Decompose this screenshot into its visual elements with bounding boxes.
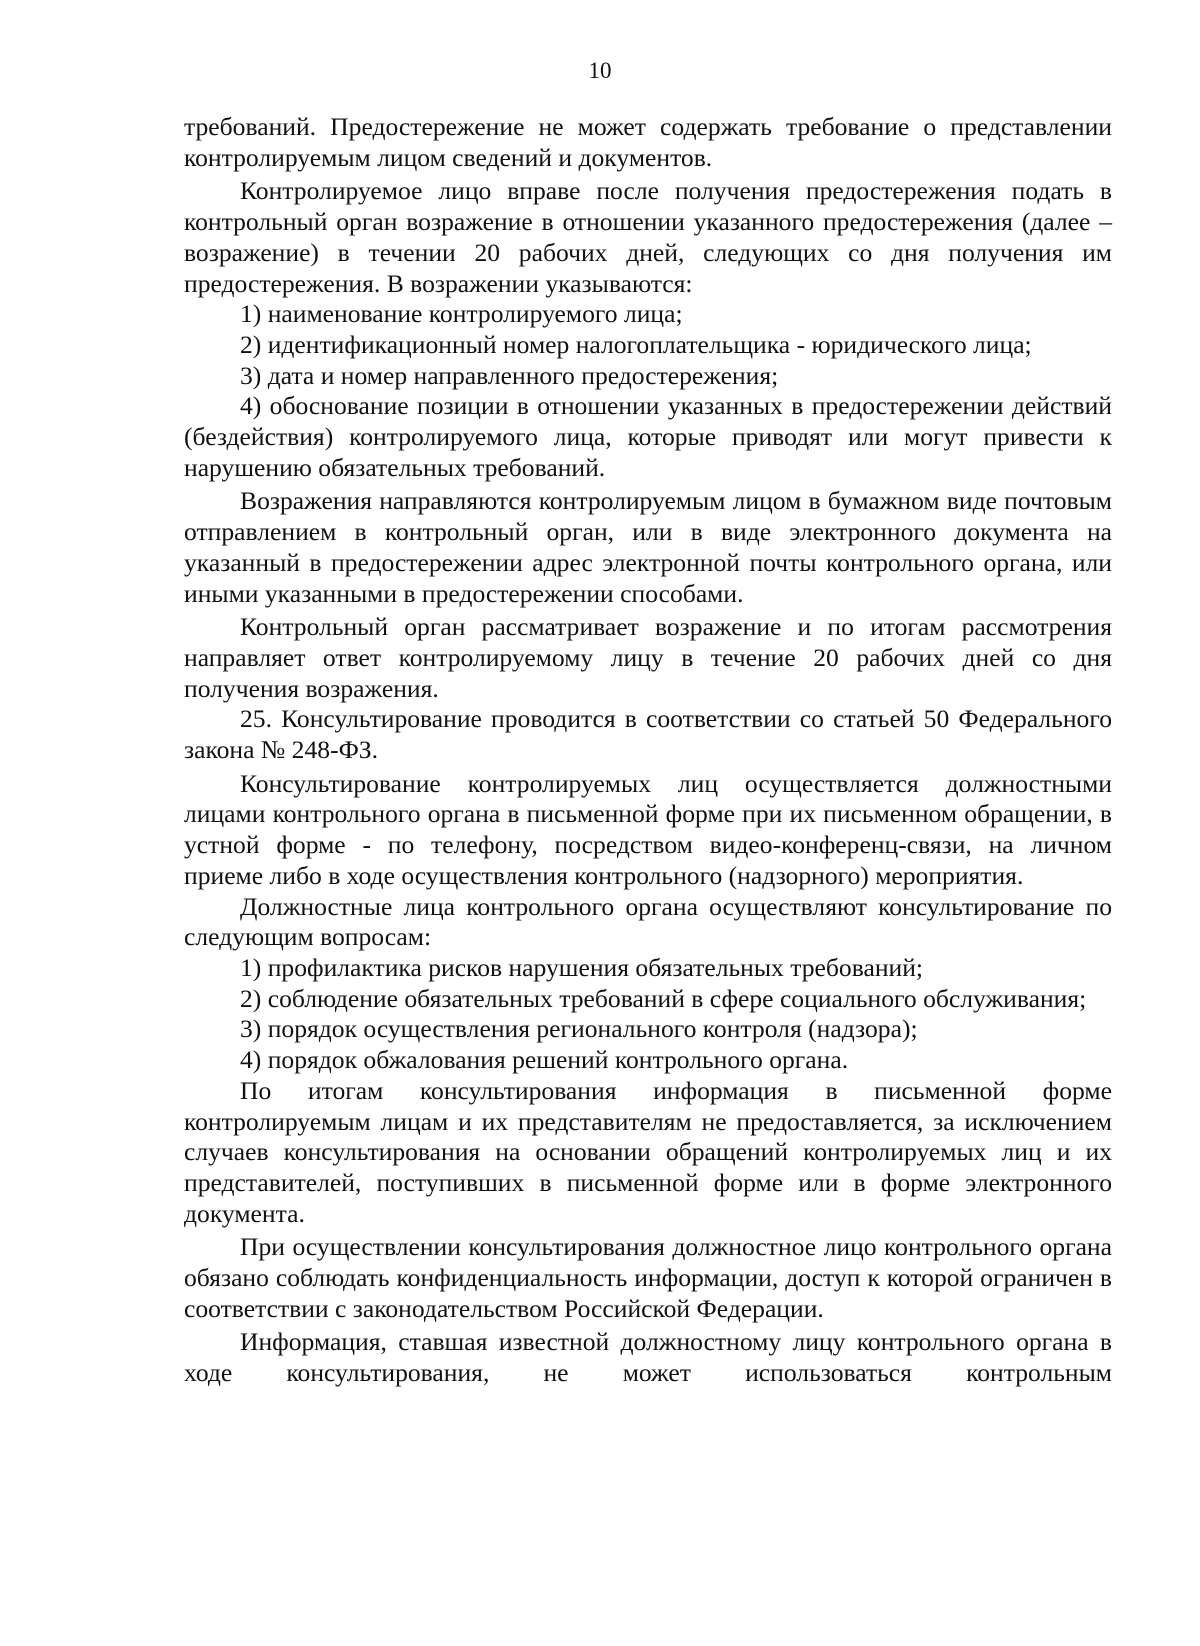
paragraph-continued: Информация, ставшая известной должностному лицу контрольного органа в ходе консультирования, не может использоваться контрольным (184, 1327, 1112, 1388)
paragraph: Контрольный орган рассматривает возражение и по итогам рассмотрения направляет ответ контролируемому лицу в течение 20 рабочих дней со дня получения возражения. (184, 612, 1112, 703)
list-item: 4) обоснование позиции в отношении указанных в предостережении действий (бездействия) контролируемого лица, которые приводят или могут привести к нарушению обязательных требований. (184, 391, 1112, 482)
paragraph: требований. Предостережение не может содержать требование о представлении контролируемым лицом сведений и документов. (184, 112, 1112, 172)
list-item: 2) идентификационный номер налогоплательщика - юридического лица; (240, 329, 1032, 359)
paragraph: 25. Консультирование проводится в соответствии со статьей 50 Федерального закона № 248-ФЗ. (184, 704, 1112, 765)
paragraph: Контролируемое лицо вправе после получения предостережения подать в контрольный орган возражение в отношении указанного предостережения (далее – возражение) в течении 20 рабочих дней, следующих со дня получения им предостережения. В возражении указываются: (184, 176, 1112, 298)
page-number: 10 (588, 58, 612, 83)
paragraph: Возражения направляются контролируемым лицом в бумажном виде почтовым отправлением в контрольный орган, или в виде электронного документа на указанный в предостережении адрес электронной почты контрольного органа, или иными указанными в предостережении способами. (184, 486, 1112, 608)
paragraph: По итогам консультирования информация в письменной форме контролируемым лицам и их представителям не предоставляется, за исключением случаев консультирования на основании обращений контролируемых лиц и их представителей, поступивших в письменной форме или в форме электронного документа. (184, 1075, 1112, 1228)
paragraph: При осуществлении консультирования должностное лицо контрольного органа обязано соблюдать конфиденциальность информации, доступ к которой ограничен в соответствии с законодательством Российской Федерации. (184, 1232, 1112, 1323)
list-item: 3) дата и номер направленного предостережения; (240, 360, 779, 390)
list-item: 1) наименование контролируемого лица; (240, 299, 683, 329)
document-body (184, 112, 1112, 1389)
list-item: 3) порядок осуществления регионального контроля (надзора); (240, 1014, 918, 1044)
list-item: 1) профилактика рисков нарушения обязательных требований; (240, 952, 924, 982)
paragraph: Консультирование контролируемых лиц осуществляется должностными лицами контрольного органа в письменной форме при их письменном обращении, в устной форме - по телефону, посредством видео-конференц-связи, на личном приеме либо в ходе осуществления контрольного (надзорного) мероприятия. (184, 768, 1112, 890)
list-item: 4) порядок обжалования решений контрольного органа. (240, 1045, 849, 1075)
list-item: 2) соблюдение обязательных требований в сфере социального обслуживания; (240, 983, 1087, 1013)
paragraph: Должностные лица контрольного органа осуществляют консультирование по следующим вопросам: (184, 891, 1112, 952)
